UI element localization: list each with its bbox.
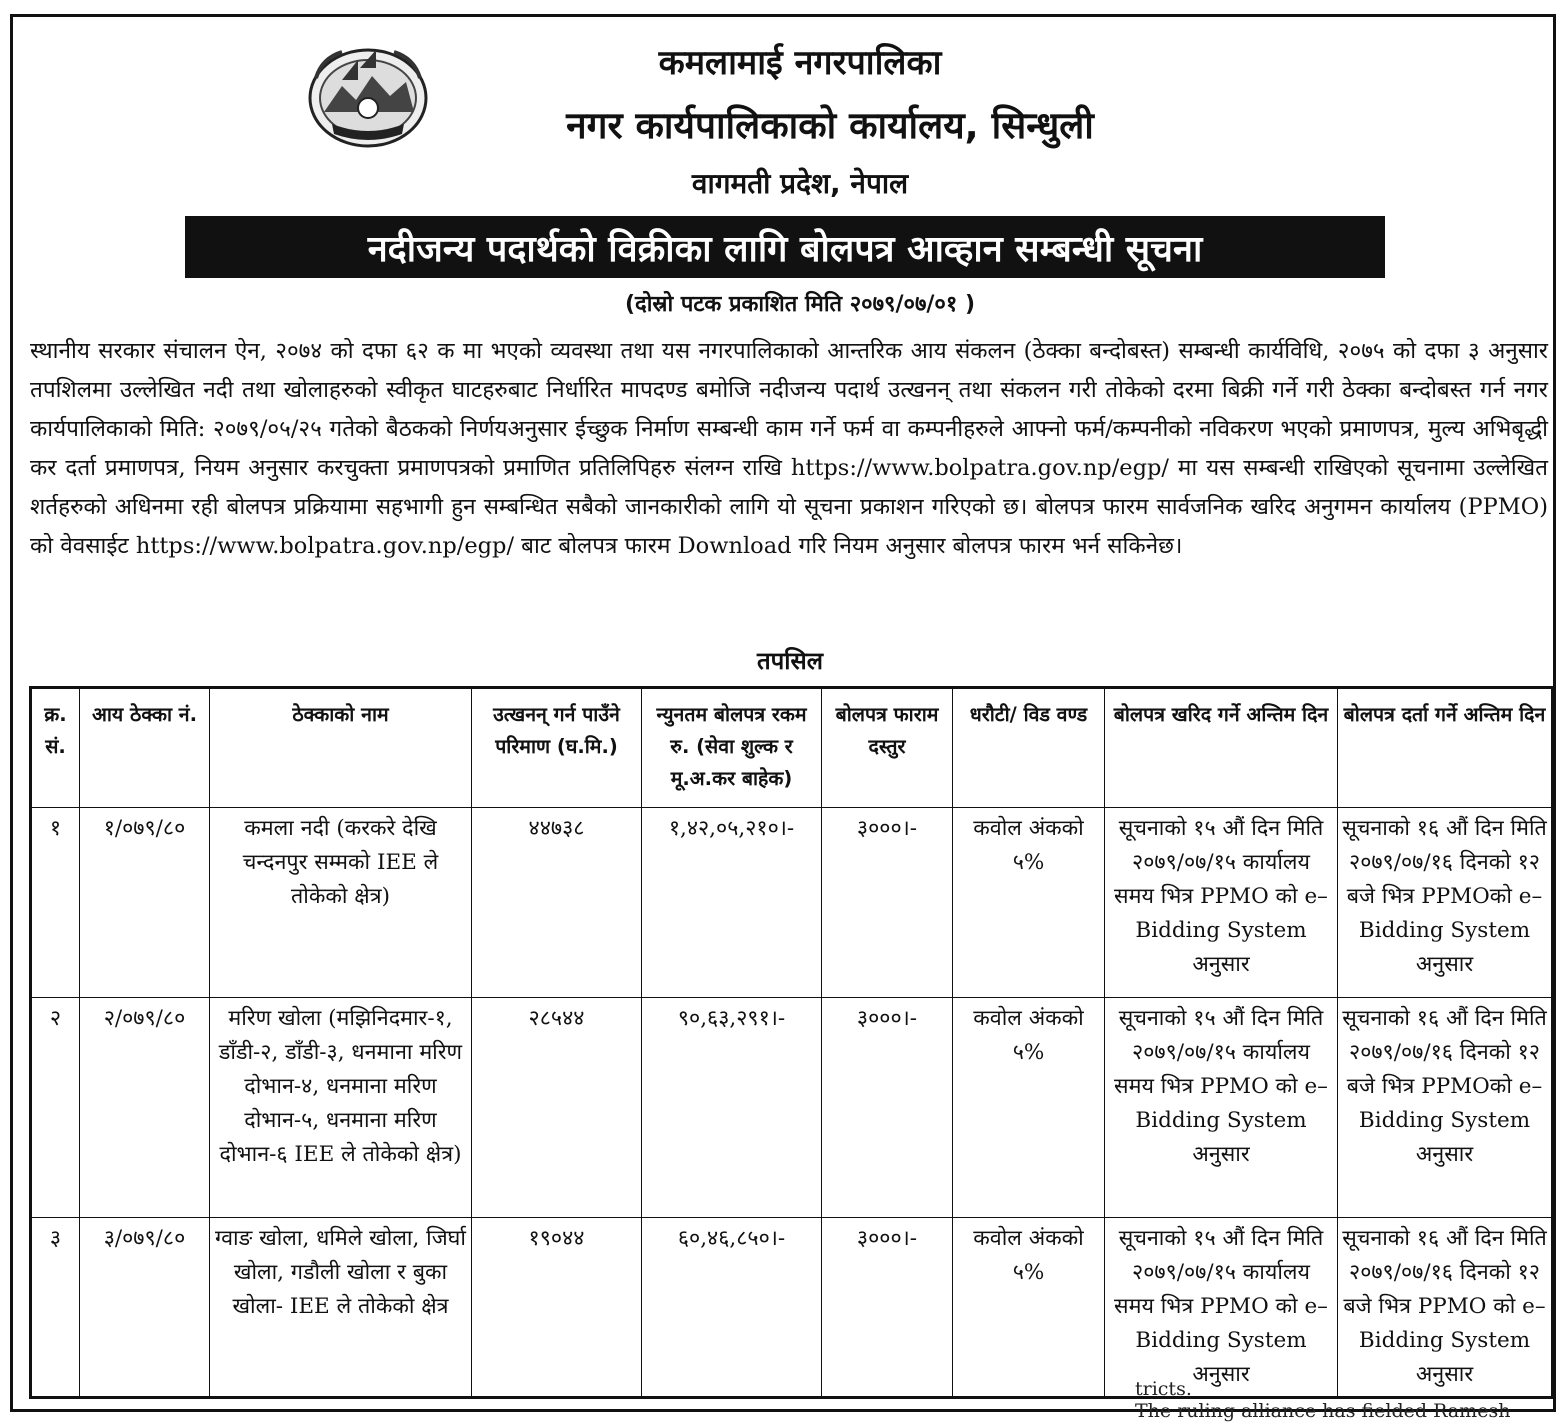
header-contract-name: ठेक्काको नाम <box>210 688 472 808</box>
table-row <box>31 808 1553 998</box>
bleed-through-line: The ruling alliance has fielded Ramesh <box>1135 1400 1511 1422</box>
cell-sn: १ <box>31 808 80 998</box>
province-name: वागमती प्रदेश, नेपाल <box>691 167 909 200</box>
cell-contract-name: ग्वाङ खोला, धमिले खोला, जिर्घा खोला, गडौली खोला र बुका खोला- IEE ले तोकेको क्षेत्र <box>210 1218 472 1398</box>
cell-contract-no: १/०७९/८० <box>80 808 210 998</box>
header-sn: क्र. सं. <box>31 688 80 808</box>
cell-purchase-deadline: सूचनाको १५ औं दिन मिति २०७९/०७/१५ कार्यालय समय भित्र PPMO को e–Bidding System अनुसार <box>1105 808 1338 998</box>
cell-submission-deadline: सूचनाको १६ औं दिन मिति २०७९/०७/१६ दिनको १२ बजे भित्र PPMOको e–Bidding System अनुसार <box>1338 808 1553 998</box>
header-contract-no: आय ठेक्का नं. <box>80 688 210 808</box>
cell-min-amount: १,४२,०५,२१०।- <box>642 808 822 998</box>
cell-contract-name: कमला नदी (करकरे देखि चन्दनपुर सम्मको IEE ले तोकेको क्षेत्र) <box>210 808 472 998</box>
cell-quantity: १९०४४ <box>472 1218 642 1398</box>
cell-bid-bond: कवोल अंकको ५% <box>953 998 1105 1218</box>
cell-form-fee: ३०००।- <box>822 1218 953 1398</box>
notice-body-paragraph: स्थानीय सरकार संचालन ऐन, २०७४ को दफा ६२ क मा भएको व्यवस्था तथा यस नगरपालिकाको आन्तरिक आय संकलन (ठेक्का बन्दोबस्त) सम्बन्धी कार्यविधि, २०७५ को दफा ३ अनुसार तपशिलमा उल्लेखित नदी तथा खोलाहरुको स्वीकृत घाटहरुबाट निर्धारित मापदण्ड बमोजि नदीजन्य पदार्थ उत्खनन् तथा संकलन गरी तोकेको दरमा बिक्री गर्ने गरी ठेक्का बन्दोबस्त गर्न नगर कार्यपालिकाको मिति: २०७९/०५/२५ गतेको बैठकको निर्णयअनुसार ईच्छुक निर्माण सम्बन्धी काम गर्ने फर्म वा कम्पनीहरुले आफ्नो फर्म/कम्पनीको नविकरण भएको प्रमाणपत्र, मुल्य अभिबृद्धी कर दर्ता प्रमाणपत्र, नियम अनुसार करचुक्ता प्रमाणपत्रको प्रमाणित प्रतिलिपिहरु संलग्न राखि https://www.bolpatra.gov.np/egp/ मा यस सम्बन्धी राखिएको सूचनामा उल्लेखित शर्तहरुको अधिनमा रही बोलपत्र प्रक्रियामा सहभागी हुन सम्बन्धित सबैको जानकारीको लागि यो सूचना प्रकाशन गरिएको छ। बोलपत्र फारम सार्वजनिक खरिद अनुगमन कार्यालय (PPMO) को वेवसाईट https://www.bolpatra.gov.np/egp/ बाट बोलपत्र फारम Download गरि नियम अनुसार बोलपत्र फारम भर्न सकिनेछ। <box>30 338 1548 559</box>
header-form-fee: बोलपत्र फाराम दस्तुर <box>822 688 953 808</box>
cell-form-fee: ३०००।- <box>822 808 953 998</box>
bleed-through-line: tricts. <box>1135 1378 1192 1400</box>
header-submission-deadline: बोलपत्र दर्ता गर्ने अन्तिम दिन <box>1338 688 1553 808</box>
notice-title: नदीजन्य पदार्थको विक्रीका लागि बोलपत्र आव्हान सम्बन्धी सूचना <box>367 228 1203 270</box>
table-caption: तपसिल <box>756 646 824 675</box>
office-name: नगर कार्यपालिकाको कार्यालय, सिन्धुली <box>566 104 1094 147</box>
table-header-row <box>31 688 1553 808</box>
bleed-through-text <box>1135 1378 1510 1422</box>
header-quantity: उत्खनन् गर्न पाउँने परिमाण (घ.मि.) <box>472 688 642 808</box>
cell-min-amount: ६०,४६,८५०।- <box>642 1218 822 1398</box>
cell-contract-name: मरिण खोला (मझिनिदमार-१, डाँडी-२, डाँडी-३, धनमाना मरिण दोभान-४, धनमाना मरिण दोभान-५, धनमाना मरिण दोभान-६ IEE ले तोकेको क्षेत्र) <box>210 998 472 1218</box>
cell-quantity: २८५४४ <box>472 998 642 1218</box>
cell-contract-no: ३/०७९/८० <box>80 1218 210 1398</box>
contracts-table <box>29 686 1554 1399</box>
notice-title-banner <box>185 216 1385 278</box>
cell-sn: २ <box>31 998 80 1218</box>
cell-purchase-deadline: सूचनाको १५ औं दिन मिति २०७९/०७/१५ कार्यालय समय भित्र PPMO को e–Bidding System अनुसार <box>1105 998 1338 1218</box>
cell-submission-deadline: सूचनाको १६ औं दिन मिति २०७९/०७/१६ दिनको १२ बजे भित्र PPMO को e–Bidding System अनुसार <box>1338 1218 1553 1398</box>
publication-date: (दोस्रो पटक प्रकाशित मिति २०७९/०७/०१ ) <box>624 292 976 317</box>
cell-quantity: ४४७३८ <box>472 808 642 998</box>
cell-form-fee: ३०००।- <box>822 998 953 1218</box>
cell-submission-deadline: सूचनाको १६ औं दिन मिति २०७९/०७/१६ दिनको १२ बजे भित्र PPMOको e–Bidding System अनुसार <box>1338 998 1553 1218</box>
cell-purchase-deadline: सूचनाको १५ औं दिन मिति २०७९/०७/१५ कार्यालय समय भित्र PPMO को e–Bidding System अनुसार <box>1105 1218 1338 1398</box>
cell-sn: ३ <box>31 1218 80 1398</box>
header-min-amount: न्युनतम बोलपत्र रकम रु. (सेवा शुल्क र मू.अ.कर बाहेक) <box>642 688 822 808</box>
header-purchase-deadline: बोलपत्र खरिद गर्ने अन्तिम दिन <box>1105 688 1338 808</box>
header-bid-bond: धरौटी/ विड वण्ड <box>953 688 1105 808</box>
table-row <box>31 998 1553 1218</box>
cell-bid-bond: कवोल अंकको ५% <box>953 1218 1105 1398</box>
cell-bid-bond: कवोल अंकको ५% <box>953 808 1105 998</box>
municipality-name: कमलामाई नगरपालिका <box>658 43 942 83</box>
cell-min-amount: ९०,६३,२९१।- <box>642 998 822 1218</box>
table-row <box>31 1218 1553 1398</box>
cell-contract-no: २/०७९/८० <box>80 998 210 1218</box>
